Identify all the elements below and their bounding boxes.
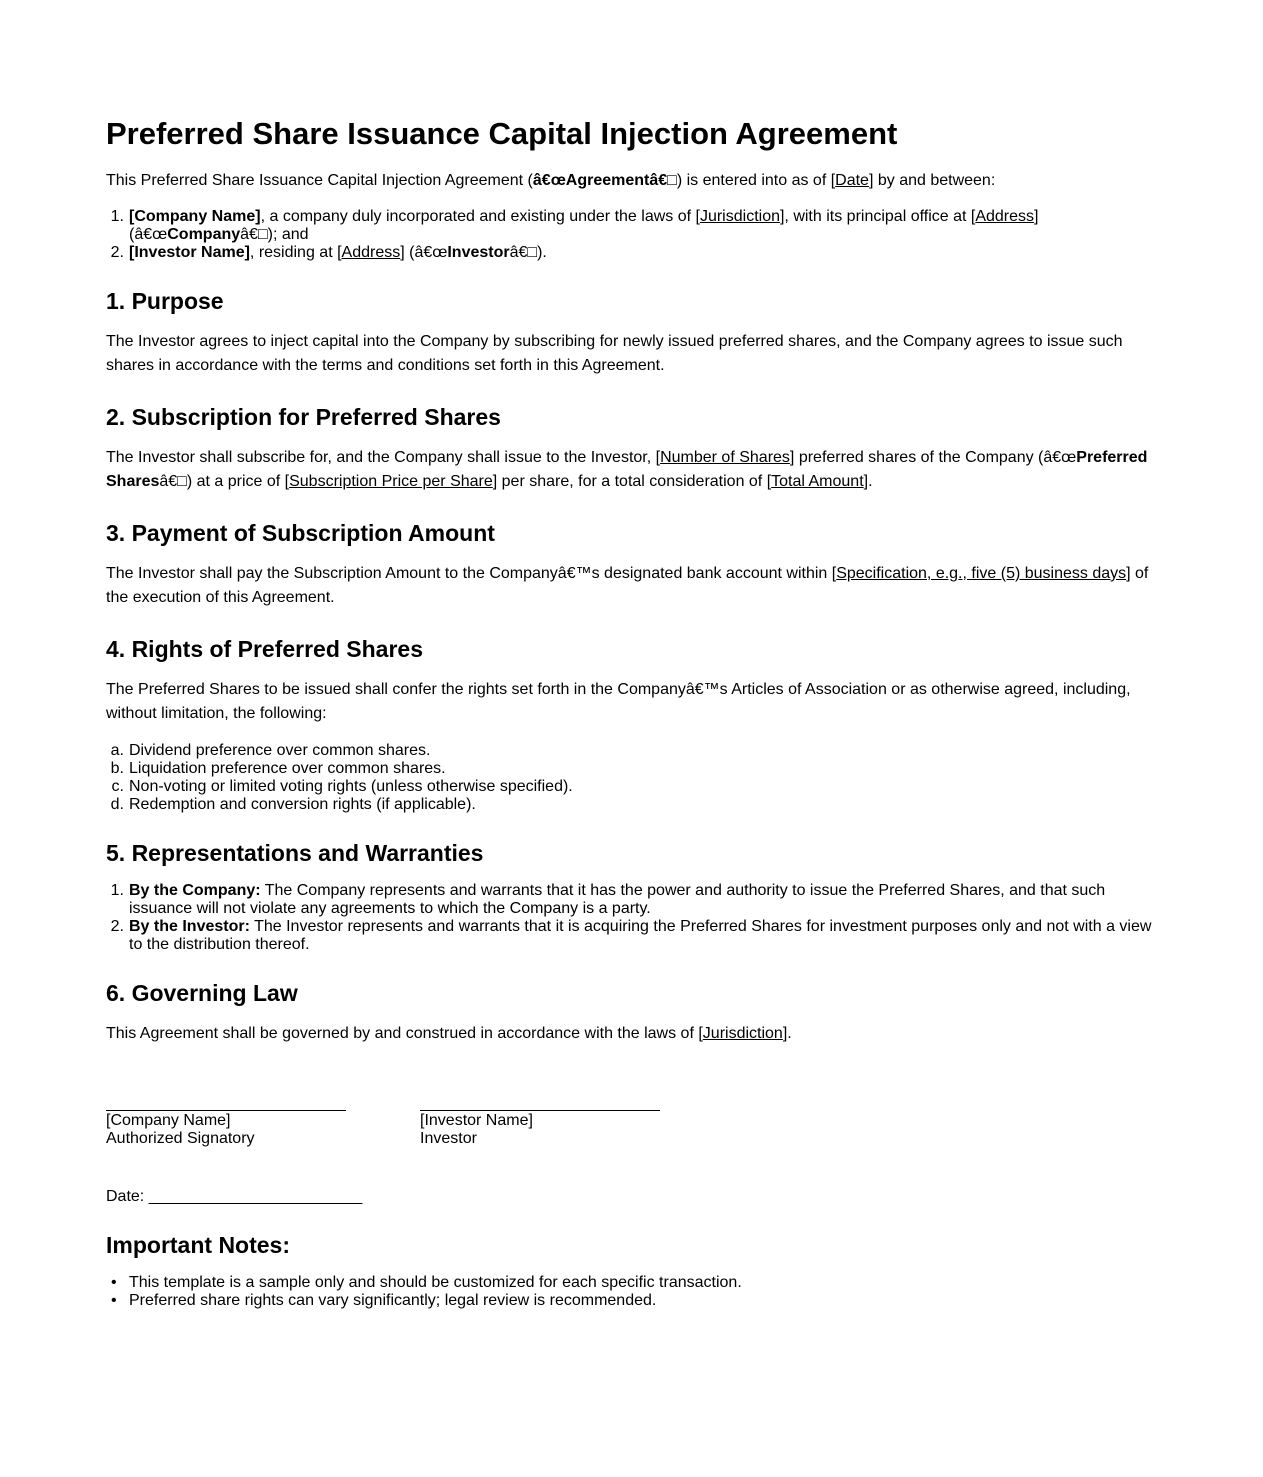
section-body-payment: The Investor shall pay the Subscription Amount to the Companyâ€™s designated bank account within [Specification, e.g., five (5) business days] of the execution of this Agreement. xyxy=(106,565,1149,606)
company-signature-line xyxy=(106,1110,346,1111)
parties-list xyxy=(106,208,1156,262)
section-heading-representations: 5. Representations and Warranties xyxy=(106,840,484,866)
list-item: b. Liquidation preference over common shares. xyxy=(110,760,446,777)
document-title: Preferred Share Issuance Capital Injection Agreement xyxy=(106,116,898,151)
list-item: a. Dividend preference over common shares. xyxy=(110,742,431,759)
company-signatory-role: Authorized Signatory xyxy=(106,1130,255,1147)
signature-date-field: Date: ________________________ xyxy=(106,1188,363,1205)
party-company: 1. [Company Name], a company duly incorporated and existing under the laws of [Jurisdiction], with its principal office at [Address] (â€œCompanyâ€□); and xyxy=(110,208,1039,243)
company-signatory-name: [Company Name] xyxy=(106,1112,231,1129)
section-body-purpose: The Investor agrees to inject capital into the Company by subscribing for newly issued preferred shares, and the Company agrees to issue such shares in accordance with the terms and conditions set forth in this Agreement. xyxy=(106,333,1123,374)
important-notes-list xyxy=(106,1274,1156,1310)
rights-list xyxy=(106,742,1156,814)
party-investor: 2. [Investor Name], residing at [Address] (â€œInvestorâ€□). xyxy=(110,244,547,261)
investor-signature-line xyxy=(420,1110,660,1111)
investor-signatory-role: Investor xyxy=(420,1130,477,1147)
investor-signatory-name: [Investor Name] xyxy=(420,1112,533,1129)
list-item: • This template is a sample only and should be customized for each specific transaction. xyxy=(111,1274,742,1291)
section-body-rights: The Preferred Shares to be issued shall confer the rights set forth in the Companyâ€™s Articles of Association or as otherwise agreed, including, without limitation, the following: xyxy=(106,681,1131,722)
list-item: 2. By the Investor: The Investor represents and warrants that it is acquiring the Preferred Shares for investment purposes only and not with a view to the distribution thereof. xyxy=(110,918,1152,953)
date-placeholder: Date xyxy=(835,172,869,189)
section-body-subscription: The Investor shall subscribe for, and the Company shall issue to the Investor, [Number of Shares] preferred shares of the Company (â€œPreferred Sharesâ€□) at a price of [Subscription Price per Share] per share, for a total consideration of [Total Amount]. xyxy=(106,449,1148,490)
intro-paragraph: This Preferred Share Issuance Capital Injection Agreement (â€œAgreementâ€□) is entered into as of [Date] by and between: xyxy=(106,172,996,189)
important-notes-heading: Important Notes: xyxy=(106,1232,290,1258)
list-item: 1. By the Company: The Company represents and warrants that it has the power and authority to issue the Preferred Shares, and that such issuance will not violate any agreements to which the Company is a party. xyxy=(110,882,1106,917)
list-item: • Preferred share rights can vary significantly; legal review is recommended. xyxy=(111,1292,657,1309)
section-heading-payment: 3. Payment of Subscription Amount xyxy=(106,520,495,546)
list-item: c. Non-voting or limited voting rights (unless otherwise specified). xyxy=(111,778,573,795)
section-heading-subscription: 2. Subscription for Preferred Shares xyxy=(106,404,501,430)
representations-list xyxy=(106,882,1156,954)
section-heading-rights: 4. Rights of Preferred Shares xyxy=(106,636,423,662)
section-body-governing-law: This Agreement shall be governed by and construed in accordance with the laws of [Jurisdiction]. xyxy=(106,1025,792,1042)
list-item: d. Redemption and conversion rights (if applicable). xyxy=(110,796,476,813)
section-heading-governing-law: 6. Governing Law xyxy=(106,980,298,1006)
section-heading-purpose: 1. Purpose xyxy=(106,288,224,314)
